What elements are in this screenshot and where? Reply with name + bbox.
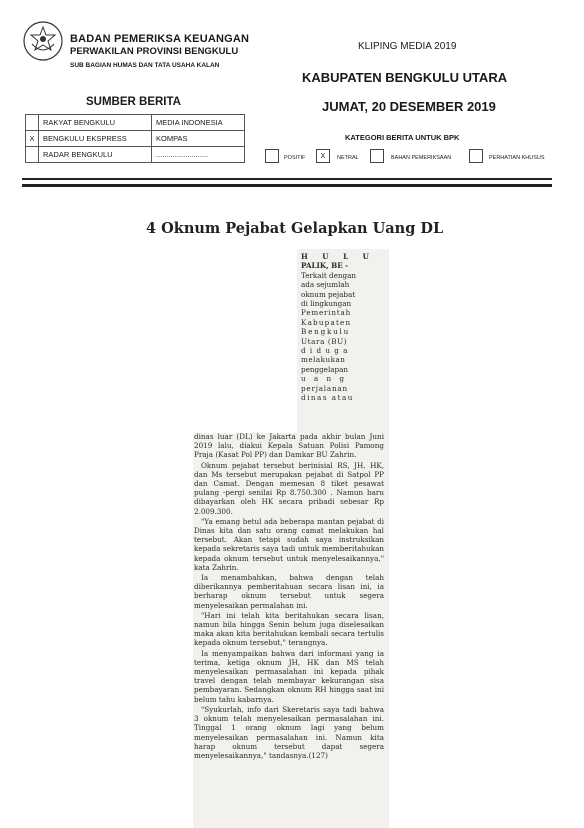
source-table [25,114,245,163]
article-line: ada sejumlah [301,280,350,290]
article-paragraph: Oknum pejabat tersebut berinisial RS, JH, HK, dan Ms tersebut merupakan pejabat di Satpol PP dan Camat. Dengan memesan 8 tiket pesawat pulang -pergi senilai Rp 8.750.300 . Namun baru dibayarkan oleh HK secara pribadi sebesar Rp 2.009.300. [194,460,384,516]
article-line: di lingkungan [301,299,352,309]
source-name: BENGKULU EKSPRESS [39,131,152,147]
org-subdivision: SUB BAGIAN HUMAS DAN TATA USAHA KALAN [70,62,220,69]
source-name: KOMPAS [152,131,245,147]
source-mark: X [26,131,39,147]
header-divider [22,178,552,180]
kategori-title: KATEGORI BERITA UNTUK BPK [345,133,460,142]
article-paragraph: "Ya emang betul ada beberapa mantan pejabat di Dinas kita dan satu orang camat melakukan hal tersebut. Akan tetapi sudah saya instruksikan kepada sekretaris saya tadi untuk memberitahukan kepada oknum tersebut untuk menyelesaikannya," kata Zahrin. [194,516,384,572]
article-paragraph: "Syukurlah, info dari Skeretaris saya tadi bahwa 3 oknum telah menyelesaikan permasalahan ini. Tinggal 1 orang oknum lagi yang belum menyelesaikan permasalahan ini. Namun kita harap oknum tersebut dapat segera menyelesaikannya," tandasnya.(127) [194,704,384,760]
article-line: u a n g [301,374,347,384]
source-mark [26,147,39,163]
category-checkbox-netral: X [316,149,330,163]
bpk-emblem-logo [22,20,64,62]
source-name: RAKYAT BENGKULU [39,115,152,131]
article-line: Utara (BU) [301,336,348,346]
article-line: penggelapan [301,364,349,374]
article-dateline-location: PALIK, BE - [301,261,349,271]
article-line: Terkait dengan [301,270,357,280]
article-narrow-column [301,252,377,403]
article-line: melakukan [301,355,346,365]
source-name: ......................... [152,147,245,163]
article-line: oknum pejabat [301,289,356,299]
sumber-berita-title: SUMBER BERITA [86,96,181,108]
source-row [26,115,245,131]
kliping-label: KLIPING MEDIA 2019 [358,41,457,52]
category-checkbox-positif [265,149,279,163]
source-mark [26,115,39,131]
source-name: RADAR BENGKULU [39,147,152,163]
article-line: Bengkulu [301,327,351,337]
category-checkbox-perhatian-khusus [469,149,483,163]
region-title: KABUPATEN BENGKULU UTARA [302,70,508,85]
article-line: Pemerintah [301,308,352,318]
org-branch: PERWAKILAN PROVINSI BENGKULU [70,46,239,57]
article-paragraph: Ia menyampaikan bahwa dari informasi yang ia terima, ketiga oknum JH, HK dan MS telah menyelesaikan permasalahan ini kepada pihak travel dengan telah membayar kekurangan sisa pembayaran. Sedangkan oknum RH hingga saat ini belum tahu kabarnya. [194,648,384,704]
article-line: d i d u g a [301,346,349,356]
header-divider-thick [22,184,552,187]
article-dateline: H U L U [301,252,375,261]
article-line: perjalanan [301,383,348,393]
source-name: MEDIA INDONESIA [152,115,245,131]
org-name: BADAN PEMERIKSA KEUANGAN [70,33,250,45]
category-label-bahan-pemeriksaan: BAHAN PEMERIKSAAN [391,155,452,161]
source-row [26,131,245,147]
category-label-positif: POSITIF [284,155,306,161]
source-row [26,147,245,163]
date-title: JUMAT, 20 DESEMBER 2019 [322,99,496,114]
article-paragraph: Ia menambahkan, bahwa dengan telah diberikannya pemberitahuan secara lisan ini, ia berharap oknum tersebut untuk segera menyelesaikan permalahan ini. [194,573,384,610]
article-body [194,432,384,761]
article-line: Kabupaten [301,317,352,327]
article-line: dinas atau [301,393,354,403]
category-label-netral: NETRAL [337,155,359,161]
article-headline: 4 Oknum Pejabat Gelapkan Uang DL [146,220,444,237]
article-paragraph: "Hari ini telah kita beritahukan secara lisan, namun bila hingga Senin belum juga diselesaikan maka akan kita beritahukan kembali secara tertulis kepada oknum tersebut," terangnya. [194,610,384,648]
category-label-perhatian-khusus: PERHATIAN KHUSUS [489,155,545,161]
category-checkbox-bahan-pemeriksaan [370,149,384,163]
article-paragraph: dinas luar (DL) ke Jakarta pada akhir bulan Juni 2019 lalu, diakui Kepala Satuan Polisi Pamong Praja (Kasat Pol PP) dan Damkar BU Zahrin. [194,432,384,460]
